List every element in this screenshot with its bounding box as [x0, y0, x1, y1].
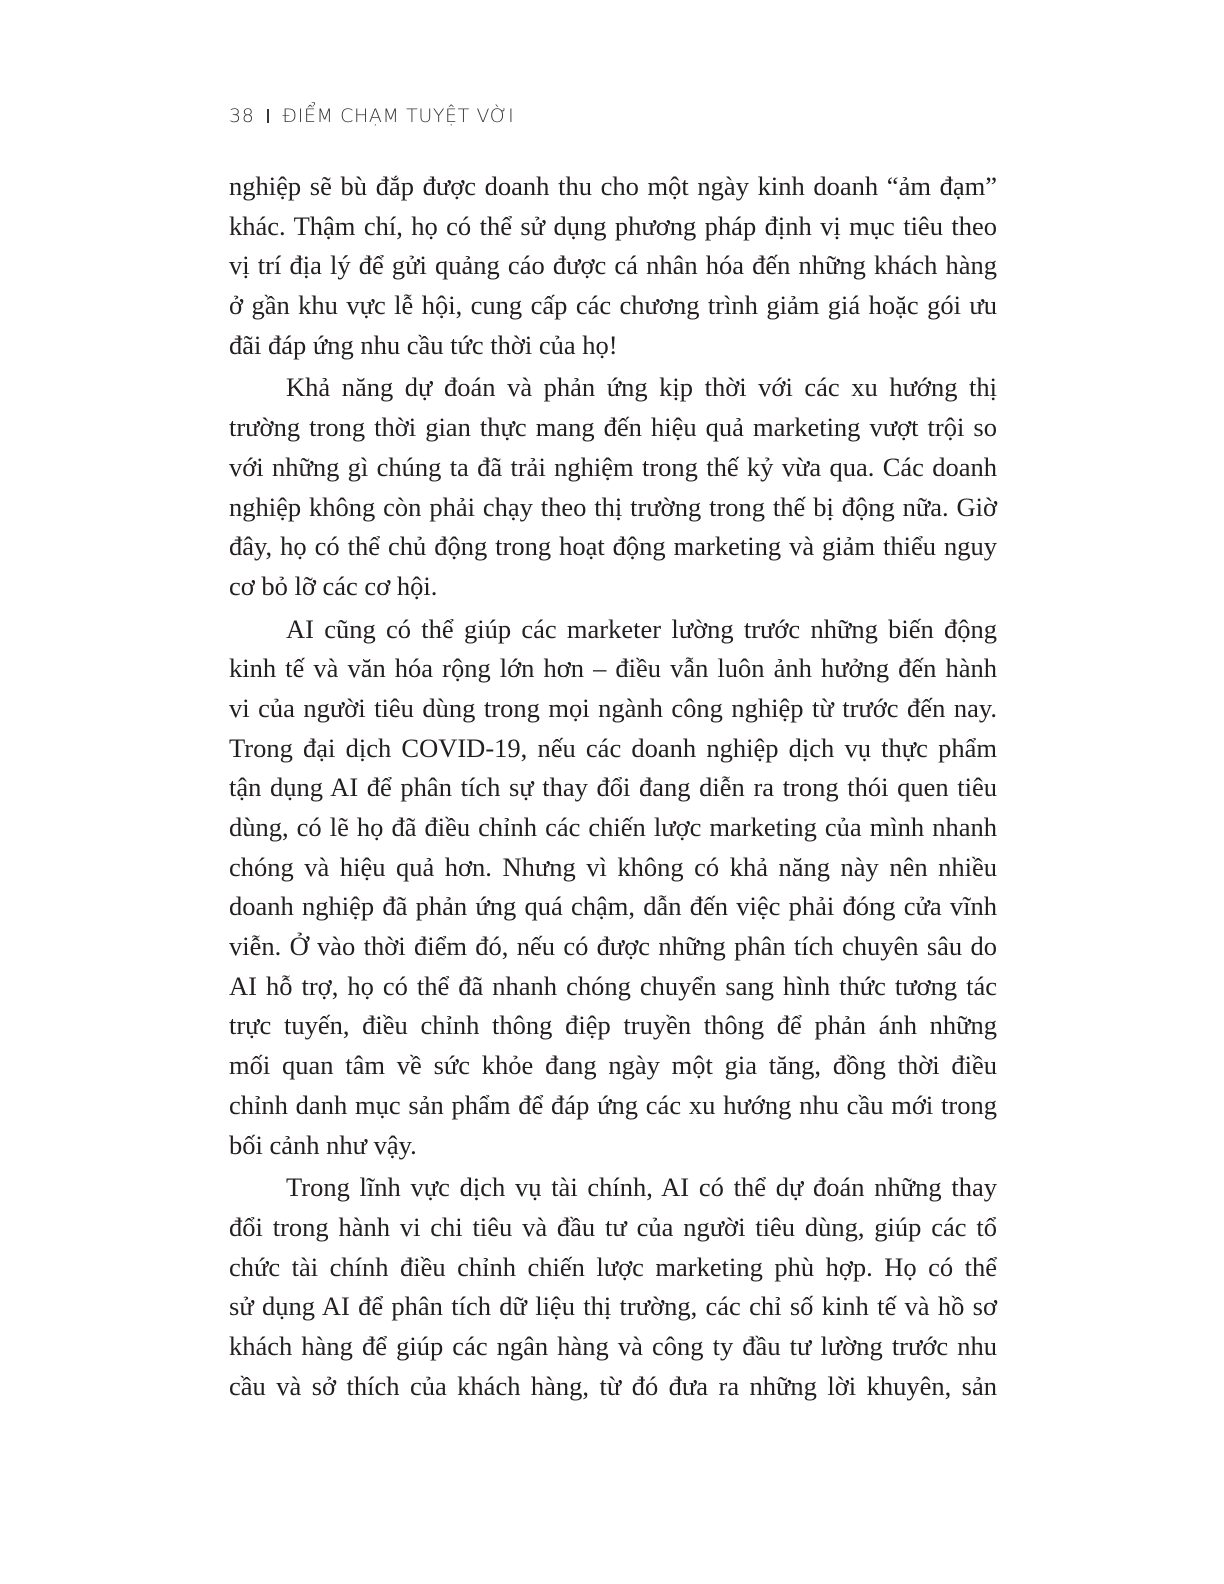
- text-line: AI cũng có thể giúp các marketer lường trước những biến động: [286, 613, 997, 644]
- text-line: đây, họ có thể chủ động trong hoạt động marketing và giảm thiểu nguy: [229, 531, 997, 562]
- header-separator: [267, 109, 269, 123]
- text-line: với những gì chúng ta đã trải nghiệm trong thế kỷ vừa qua. Các doanh: [229, 451, 997, 482]
- text-line: dùng, có lẽ họ đã điều chỉnh các chiến lược marketing của mình nhanh: [229, 812, 997, 842]
- text-line: Khả năng dự đoán và phản ứng kịp thời với các xu hướng thị: [286, 372, 997, 403]
- paragraph: [229, 368, 997, 606]
- text-line: nghiệp sẽ bù đắp được doanh thu cho một ngày kinh doanh “ảm đạm”: [229, 171, 997, 201]
- paragraph: [229, 610, 997, 1166]
- text-line: chóng và hiệu quả hơn. Nhưng vì không có khả năng này nên nhiều: [229, 851, 997, 882]
- text-line: Trong lĩnh vực dịch vụ tài chính, AI có thể dự đoán những thay: [286, 1172, 997, 1203]
- text-line: trường trong thời gian thực mang đến hiệu quả marketing vượt trội so: [229, 412, 997, 443]
- text-line: cơ bỏ lỡ các cơ hội.: [229, 570, 438, 601]
- text-line: chức tài chính điều chỉnh chiến lược marketing phù hợp. Họ có thể: [229, 1251, 997, 1282]
- text-line: đổi trong hành vi chi tiêu và đầu tư của người tiêu dùng, giúp các tổ: [229, 1211, 997, 1242]
- text-line: mối quan tâm về sức khỏe đang ngày một gia tăng, đồng thời điều: [229, 1050, 997, 1081]
- text-line: viễn. Ở vào thời điểm đó, nếu có được những phân tích chuyên sâu do: [229, 931, 997, 962]
- text-line: chỉnh danh mục sản phẩm để đáp ứng các xu hướng nhu cầu mới trong: [229, 1089, 997, 1120]
- body-text: [229, 167, 997, 1406]
- text-line: sử dụng AI để phân tích dữ liệu thị trường, các chỉ số kinh tế và hồ sơ: [229, 1291, 997, 1322]
- text-line: tận dụng AI để phân tích sự thay đổi đang diễn ra trong thói quen tiêu: [229, 772, 997, 803]
- text-line: trực tuyến, điều chỉnh thông điệp truyền thông để phản ánh những: [229, 1010, 997, 1041]
- text-line: AI hỗ trợ, họ có thể đã nhanh chóng chuyển sang hình thức tương tác: [229, 970, 997, 1001]
- running-header: [229, 105, 514, 127]
- text-line: cầu và sở thích của khách hàng, từ đó đưa ra những lời khuyên, sản: [229, 1370, 997, 1401]
- text-line: kinh tế và văn hóa rộng lớn hơn – điều vẫn luôn ảnh hưởng đến hành: [229, 653, 997, 684]
- text-line: đãi đáp ứng nhu cầu tức thời của họ!: [229, 329, 618, 360]
- text-line: nghiệp không còn phải chạy theo thị trường trong thế bị động nữa. Giờ: [229, 491, 997, 522]
- text-line: khách hàng để giúp các ngân hàng và công ty đầu tư lường trước nhu: [229, 1330, 997, 1361]
- text-line: doanh nghiệp đã phản ứng quá chậm, dẫn đến việc phải đóng cửa vĩnh: [229, 891, 997, 922]
- text-line: Trong đại dịch COVID-19, nếu các doanh nghiệp dịch vụ thực phẩm: [229, 732, 997, 763]
- paragraph: [229, 1168, 997, 1406]
- paragraph: [229, 167, 997, 365]
- text-line: vị trí địa lý để gửi quảng cáo được cá nhân hóa đến những khách hàng: [229, 250, 997, 281]
- text-line: khác. Thậm chí, họ có thể sử dụng phương pháp định vị mục tiêu theo: [229, 210, 997, 241]
- text-line: vi của người tiêu dùng trong mọi ngành công nghiệp từ trước đến nay.: [229, 692, 997, 723]
- text-line: ở gần khu vực lễ hội, cung cấp các chương trình giảm giá hoặc gói ưu: [229, 290, 997, 321]
- book-title: ĐIỂM CHẠM TUYỆT VỜI: [282, 105, 515, 127]
- text-line: bối cảnh như vậy.: [229, 1129, 417, 1160]
- page-number: 38: [229, 105, 255, 127]
